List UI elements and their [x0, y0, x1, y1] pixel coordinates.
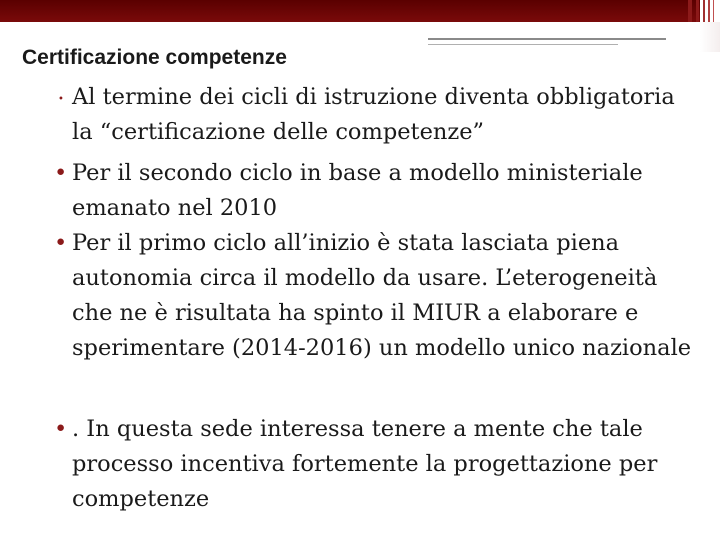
- bullet-text: Per il secondo ciclo in base a modello ministeriale emanato nel 2010: [72, 160, 643, 221]
- bullet-marker: •: [54, 416, 68, 442]
- top-stripe: [713, 0, 714, 22]
- top-decorative-bar: [0, 0, 700, 22]
- bullet-text: . In questa sede interessa tenere a mente che tale processo incentiva fortemente la progettazione per competenze: [72, 416, 658, 512]
- top-stripe: [703, 0, 705, 22]
- bullet-item: [54, 412, 692, 517]
- bullet-marker: •: [58, 94, 64, 105]
- bullet-marker: •: [54, 230, 68, 256]
- decorative-line: [428, 44, 618, 45]
- bullet-item: [54, 226, 692, 366]
- decorative-line: [428, 38, 666, 40]
- bullet-item: [54, 156, 692, 226]
- bullet-item: [58, 80, 692, 150]
- right-edge-shade: [700, 22, 720, 52]
- top-stripe: [708, 0, 710, 22]
- bullet-text: Per il primo ciclo all’inizio è stata lasciata piena autonomia circa il modello da usare. L’eterogeneità che ne è risultata ha spinto il MIUR a elaborare e sperimentare (2014-2016) un modello unico nazionale: [72, 230, 692, 361]
- top-stripe: [688, 0, 692, 22]
- bullet-text: Al termine dei cicli di istruzione diventa obbligatoria la “certificazione delle competenze”: [72, 84, 675, 145]
- bullet-marker: •: [54, 160, 68, 186]
- top-stripe: [696, 0, 699, 22]
- slide-title: Certificazione competenze: [22, 46, 287, 69]
